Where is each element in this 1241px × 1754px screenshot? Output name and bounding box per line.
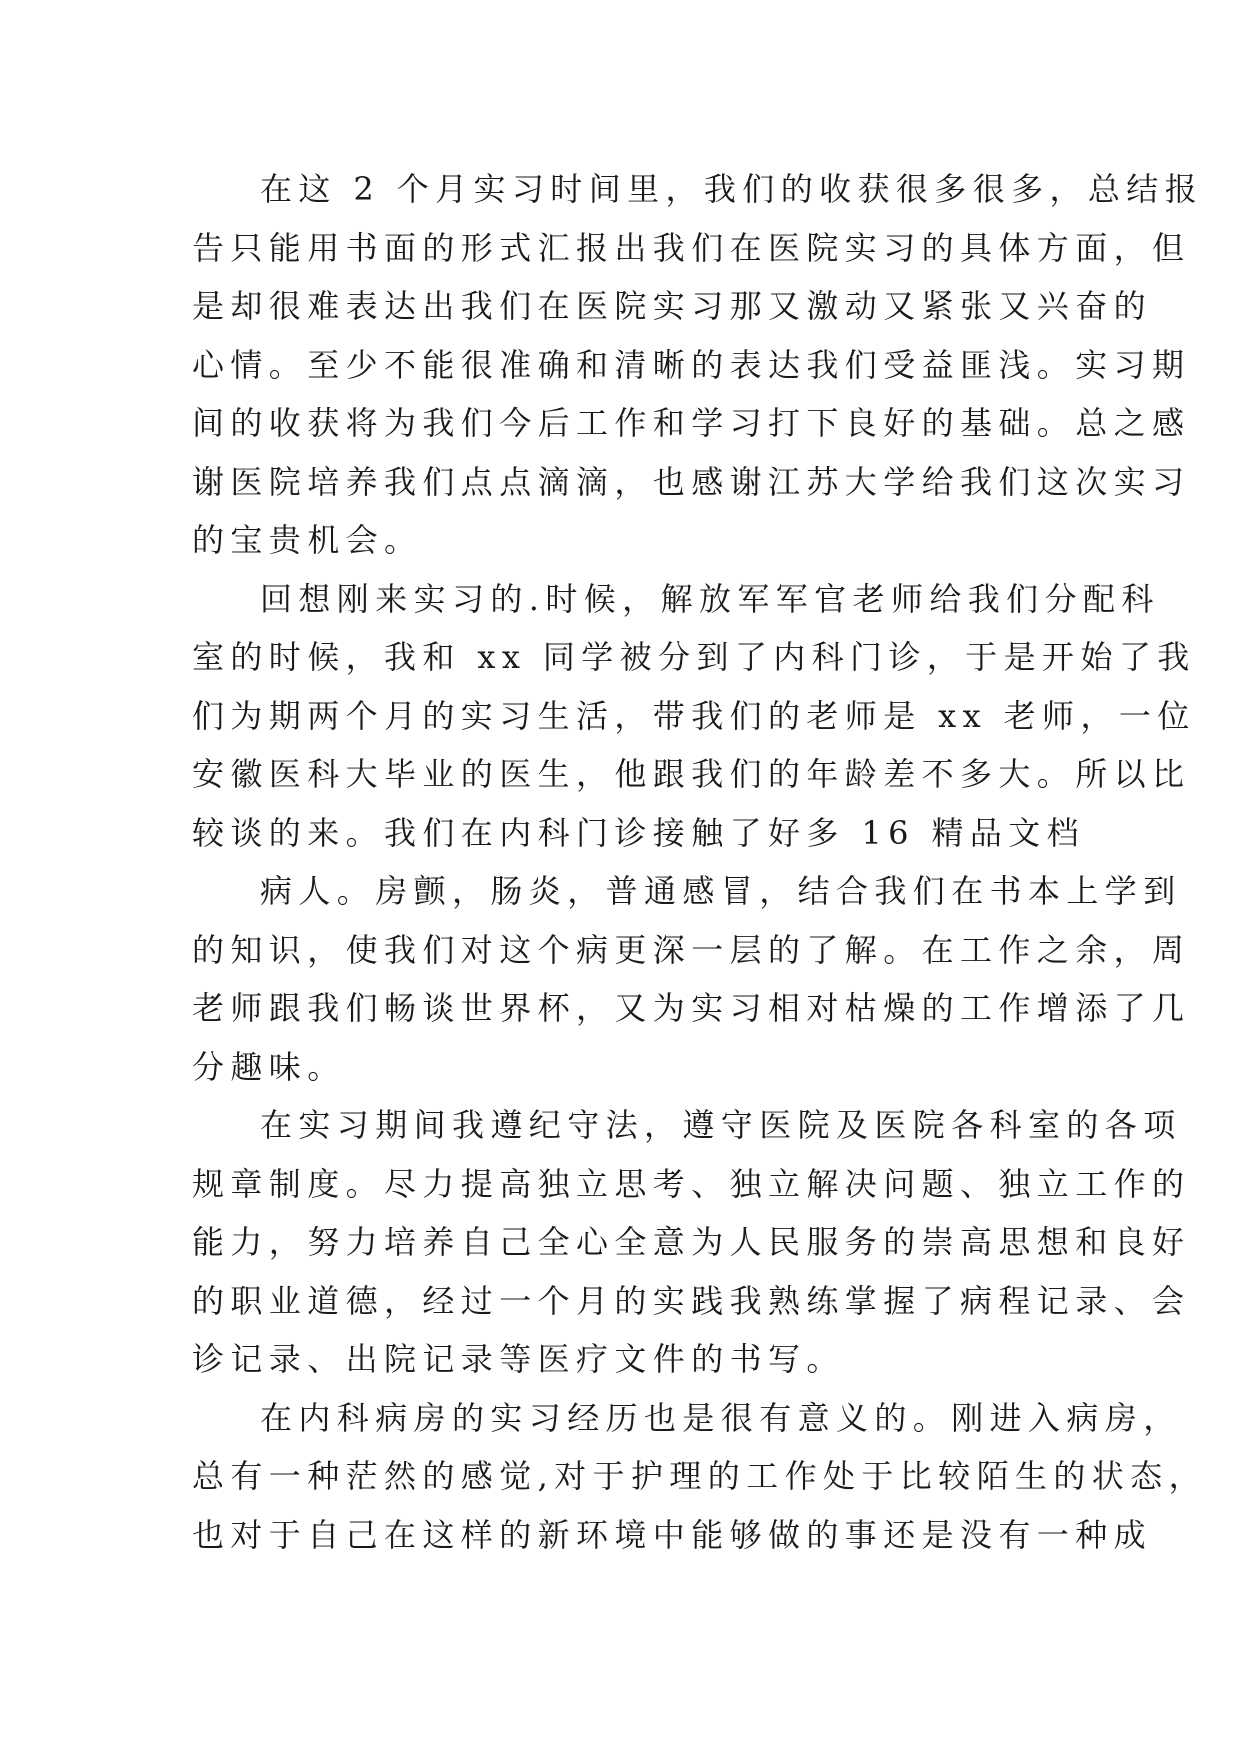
text-line: 回想刚来实习的.时候，解放军军官老师给我们分配科 [260, 579, 1160, 618]
text-line: 能力，努力培养自己全心全意为人民服务的崇高思想和良好 [192, 1223, 1191, 1261]
paragraph-3 [192, 862, 1191, 1096]
text-line: 诊记录、出院记录等医疗文件的书写。 [192, 1340, 845, 1378]
text-line: 在内科病房的实习经历也是很有意义的。刚进入病房， [260, 1398, 1182, 1437]
text-line: 间的收获将为我们今后工作和学习打下良好的基础。总之感 [192, 404, 1191, 442]
text-line: 谢医院培养我们点点滴滴，也感谢江苏大学给我们这次实习 [192, 462, 1191, 501]
paragraph-4 [192, 1096, 1191, 1389]
paragraph-5 [192, 1389, 1207, 1565]
text-line: 总有一种茫然的感觉,对于护理的工作处于比较陌生的状态， [192, 1457, 1207, 1495]
text-line: 在实习期间我遵纪守法，遵守医院及医院各科室的各项 [260, 1106, 1182, 1144]
text-line: 的宝贵机会。 [192, 521, 423, 559]
text-line: 规章制度。尽力提高独立思考、独立解决问题、独立工作的 [192, 1164, 1191, 1203]
text-line: 较谈的来。我们在内科门诊接触了好多 16 精品文档 [192, 813, 1086, 852]
document-page [192, 160, 1207, 1564]
paragraph-1 [192, 160, 1204, 570]
text-line: 分趣味。 [192, 1047, 346, 1086]
text-line: 心情。至少不能很准确和清晰的表达我们受益匪浅。实习期 [192, 345, 1191, 384]
text-line: 告只能用书面的形式汇报出我们在医院实习的具体方面，但 [192, 228, 1191, 267]
text-line: 的知识，使我们对这个病更深一层的了解。在工作之余，周 [192, 930, 1191, 969]
text-line: 在这 2 个月实习时间里，我们的收获很多很多，总结报 [260, 170, 1204, 208]
text-line: 们为期两个月的实习生活，带我们的老师是 xx 老师，一位 [192, 696, 1196, 735]
text-line: 也对于自己在这样的新环境中能够做的事还是没有一种成 [192, 1515, 1153, 1554]
text-line: 安徽医科大毕业的医生，他跟我们的年龄差不多大。所以比 [192, 755, 1191, 793]
text-line: 室的时候，我和 xx 同学被分到了内科门诊，于是开始了我 [192, 638, 1196, 676]
text-line: 老师跟我们畅谈世界杯，又为实习相对枯燥的工作增添了几 [192, 989, 1191, 1027]
text-line: 病人。房颤，肠炎，普通感冒，结合我们在书本上学到 [260, 872, 1182, 910]
text-line: 的职业道德，经过一个月的实践我熟练掌握了病程记录、会 [192, 1281, 1191, 1320]
paragraph-2 [192, 570, 1196, 863]
text-line: 是却很难表达出我们在医院实习那又激动又紧张又兴奋的 [192, 287, 1153, 325]
